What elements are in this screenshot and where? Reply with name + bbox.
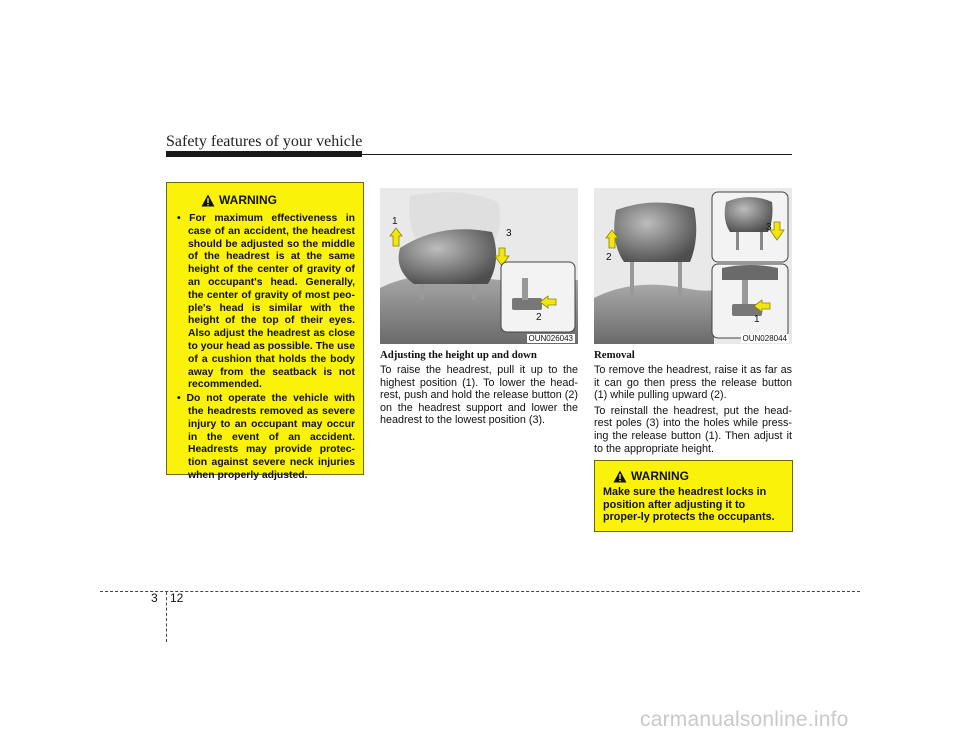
figure-label: 3 — [766, 222, 772, 233]
removal-text-2: To reinstall the headrest, put the head-rest poles (3) into the holes while press-ing the release button (1). Then adjust it to the appropriate height. — [594, 404, 792, 455]
adjusting-title: Adjusting the height up and down — [380, 349, 537, 361]
footer-vertical-rule — [166, 592, 167, 642]
warning-box-main — [166, 182, 364, 481]
header-rule-thin — [362, 154, 792, 155]
warning-text: Make sure the headrest locks in position after adjusting it to proper-ly protects the occupants. — [603, 486, 775, 524]
warning-item: • For maximum effectiveness in case of an accident, the headrest should be adjusted so the middle of the headrest is at the same height of the center of gravity of an occupant's head. Generally, the center of gravity of most peo-ple's head is similar with the height of the top of their eyes. Also adjust the headrest as close to your head as possible. The use of a cushion that holds the body away from the seatback is not recommended. — [175, 213, 355, 392]
adjusting-text: To raise the headrest, pull it up to the highest position (1). To lower the head-rest, push and hold the release button (2) on the headrest support and lower the headrest to the lowest position (3). — [380, 364, 578, 427]
warning-heading — [613, 469, 784, 483]
warning-box-secondary — [594, 460, 793, 532]
warning-triangle-icon — [613, 470, 627, 483]
removal-title: Removal — [594, 349, 635, 361]
figure-label: 3 — [506, 228, 512, 239]
figure-label: 2 — [606, 252, 612, 263]
watermark: carmanualsonline.info — [640, 708, 849, 731]
adjusting-section — [380, 349, 578, 427]
page-number: 12 — [170, 591, 184, 605]
headrest-adjust-illustration — [380, 188, 578, 344]
page-title: Safety features of your vehicle — [166, 133, 363, 150]
warning-heading — [201, 193, 355, 207]
figure-headrest-adjust — [380, 188, 578, 344]
figure-label: 1 — [754, 314, 760, 325]
warning-triangle-icon — [201, 194, 215, 207]
warning-heading-text: WARNING — [219, 193, 277, 207]
figure-label: 2 — [536, 312, 542, 323]
warning-item: • Do not operate the vehicle with the headrests removed as severe injury to an occupant may occur in the event of an accident. Headrests may provide protec-tion against severe neck injuries when properly adjusted. — [175, 393, 355, 483]
removal-text-1: To remove the headrest, raise it as far as it can go then press the release button (1) while pulling upward (2). — [594, 364, 792, 402]
warning-list — [175, 213, 355, 483]
figure-code: OUN028044 — [742, 334, 787, 343]
figure-label: 1 — [392, 216, 398, 227]
figure-headrest-removal — [594, 188, 792, 344]
header-rule-thick — [166, 151, 362, 157]
headrest-removal-illustration — [594, 188, 792, 344]
chapter-number: 3 — [151, 591, 158, 605]
removal-section — [594, 349, 792, 455]
warning-heading-text: WARNING — [631, 469, 689, 483]
footer-rule — [100, 591, 860, 592]
figure-code: OUN026043 — [528, 334, 573, 343]
